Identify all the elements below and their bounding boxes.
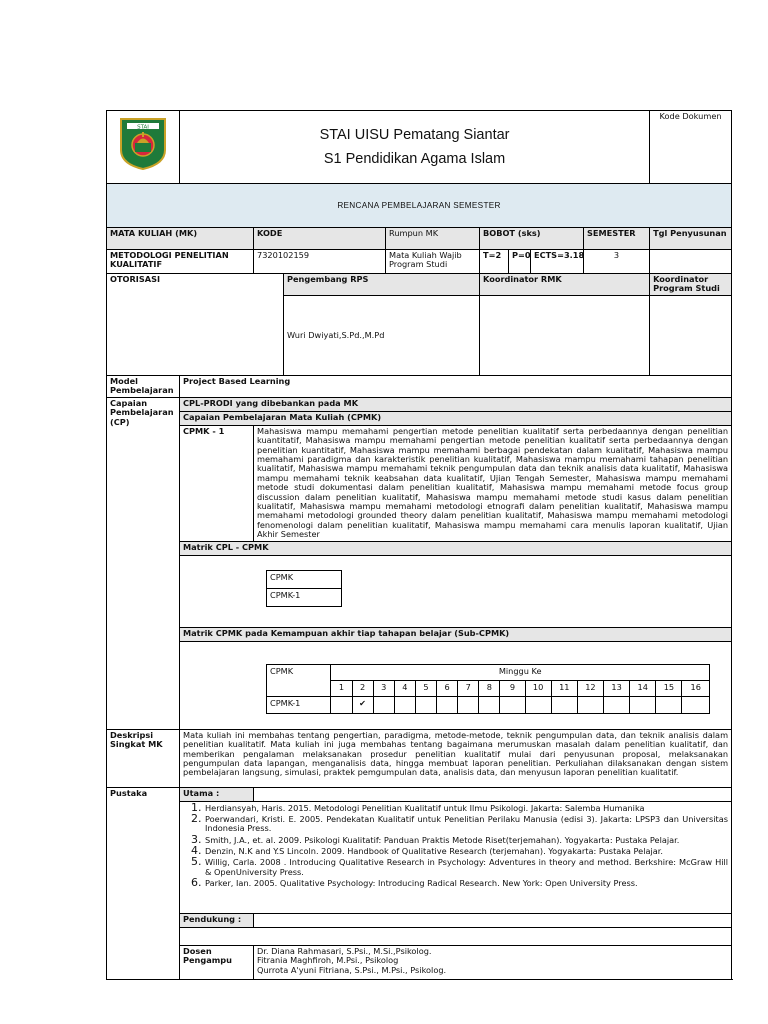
matrik-cpl-col: CPMK — [267, 570, 342, 588]
course-name: METODOLOGI PENELITIAN KUALITATIF — [107, 250, 254, 274]
logo-cell — [107, 111, 180, 184]
cpl-label: CPL-PRODI yang dibebankan pada MK — [180, 397, 732, 411]
program-name: S1 Pendidikan Agama Islam — [323, 151, 506, 167]
week-cell — [525, 696, 551, 713]
week-cell — [551, 696, 577, 713]
institution-name: STAI UISU Pematang Siantar — [319, 127, 510, 143]
dosen-names-cell — [254, 945, 732, 979]
pustaka-list — [183, 803, 728, 888]
matrik-sub-cell — [180, 641, 732, 729]
cpmk-section-label: Capaian Pembelajaran Mata Kuliah (CPMK) — [180, 411, 732, 425]
week-header: 6 — [437, 680, 458, 696]
rps-document — [106, 110, 731, 980]
week-cell — [373, 696, 394, 713]
pustaka-item: 2. Poerwandari, Kristi. E. 2005. Pendekatan Kualitatif untuk Penelitian Perilaku Manusia (edisi 3). Jakarta: LPSP3 dan Universitas Indonesia Press. — [205, 814, 728, 834]
cpmk-text: Mahasiswa mampu memahami pengertian metode penelitian kualitatif serta perbedaannya dengan penelitian kuantitatif, Mahasiswa mampu memahami pengertian metode penelitian kualitatif serta perbedaannya dengan penelitian kuantitatif, Mahasiswa mampu memahami berbagai pendekatan dalam kualitatif, Mahasiswa mampu memahami paradigma dan karakteristik penelitian kualitatif, Mahasiswa mampu memahami tahapan penelitian kualitatif, Mahasiswa mampu memahami teknik pengumpulan data dan teknik analisis data kualitatif, Mahasiswa mampu memahami teknik keabsahan data kualitatif, Ujian Tengah Semester, Mahasiswa mampu memahami metode studi dokumentasi dalam penelitian kualitatif, Mahasiswa mampu memahami metode focus group discussion dalam penelitian kualitatif, Mahasiswa mampu memahami metode studi kasus dalam penelitian kualitatif, Mahasiswa mampu memahami metodologi etnografi dalam penelitian kualitatif, Mahasiswa mampu memahami metodologi grounded theory dalam penelitian kualitatif, Mahasiswa mampu memahami metodologi fenomenologi dalam penelitian kualitatif, Mahasiswa mampu memahami cara menulis laporan kualitatif, Ujian Akhir Semester — [254, 425, 732, 541]
cpmk-code: CPMK - 1 — [180, 425, 254, 541]
course-ects: ECTS=3.18 — [531, 250, 584, 274]
koordinator-prodi-label: Koordinator Program Studi — [650, 274, 732, 296]
pustaka-pendukung-blank — [254, 913, 732, 927]
koordinator-rmk-sign — [480, 295, 650, 375]
course-p: P=0 — [509, 250, 531, 274]
week-cell — [458, 696, 479, 713]
model-value: Project Based Learning — [180, 375, 732, 397]
otorisasi-label: OTORISASI — [107, 274, 284, 376]
kode-header: KODE — [254, 228, 386, 250]
matrik-sub-col: CPMK — [267, 664, 331, 696]
document-title: RENCANA PEMBELAJARAN SEMESTER — [107, 184, 732, 228]
koordinator-rmk-label: Koordinator RMK — [480, 274, 650, 296]
minggu-header: Minggu Ke — [331, 664, 710, 680]
week-cell — [479, 696, 500, 713]
week-header: 10 — [525, 680, 551, 696]
pustaka-item: 5. Willig, Carla. 2008 . Introducing Qualitative Research in Psychology: Adventures in theory and method. Berkshire: McGraw Hill & OpenUniversity Press. — [205, 857, 728, 877]
matrik-sub-label: Matrik CPMK pada Kemampuan akhir tiap tahapan belajar (Sub-CPMK) — [180, 627, 732, 641]
matrik-sub-table — [266, 664, 710, 714]
pustaka-pendukung-content — [180, 927, 732, 945]
pustaka-item: 6. Parker, Ian. 2005. Qualitative Psychology: Introducing Radical Research. New York: Open University Press. — [205, 878, 728, 888]
course-tgl — [650, 250, 732, 274]
koordinator-prodi-sign — [650, 295, 732, 375]
matrik-cpl-label: Matrik CPL - CPMK — [180, 541, 732, 555]
week-cell — [656, 696, 682, 713]
week-header: 4 — [394, 680, 415, 696]
tgl-header: Tgl Penyusunan — [650, 228, 732, 250]
pengembang-label: Pengembang RPS — [284, 274, 480, 296]
week-header: 2 — [352, 680, 373, 696]
week-cell — [331, 696, 352, 713]
week-header: 1 — [331, 680, 352, 696]
week-cell — [630, 696, 656, 713]
mk-header: MATA KULIAH (MK) — [107, 228, 254, 250]
cp-label: Capaian Pembelajaran (CP) — [107, 397, 180, 729]
rps-table — [106, 110, 732, 980]
institution-logo-icon — [118, 116, 168, 170]
pustaka-pendukung-label: Pendukung : — [180, 913, 254, 927]
pustaka-utama-label: Utama : — [180, 787, 254, 801]
course-semester: 3 — [584, 250, 650, 274]
course-rumpun: Mata Kuliah Wajib Program Studi — [386, 250, 480, 274]
dosen-name: Fitrania Maghfiroh, M.Psi., Psikolog — [257, 955, 399, 966]
week-cell — [682, 696, 710, 713]
dosen-name: Dr. Diana Rahmasari, S.Psi., M.Si.,Psikolog. — [257, 945, 432, 956]
semester-header: SEMESTER — [584, 228, 650, 250]
course-code: 7320102159 — [254, 250, 386, 274]
matrik-cpl-table — [266, 570, 342, 607]
week-cell — [604, 696, 630, 713]
pengembang-name: Wuri Dwiyati,S.Pd.,M.Pd — [284, 295, 480, 375]
pustaka-label: Pustaka — [107, 787, 180, 979]
dosen-label: Dosen Pengampu — [180, 945, 254, 979]
week-header: 12 — [577, 680, 603, 696]
institution-header — [180, 111, 650, 184]
logo-text: STAI — [137, 124, 149, 131]
week-header: 7 — [458, 680, 479, 696]
matrik-cpl-cell — [180, 555, 732, 627]
week-header: 9 — [500, 680, 525, 696]
week-header: 5 — [415, 680, 436, 696]
week-cell — [577, 696, 603, 713]
matrik-cpl-row: CPMK-1 — [267, 588, 342, 606]
week-header: 15 — [656, 680, 682, 696]
course-t: T=2 — [480, 250, 509, 274]
week-header: 16 — [682, 680, 710, 696]
deskripsi-label: Deskripsi Singkat MK — [107, 729, 180, 787]
week-header: 14 — [630, 680, 656, 696]
week-cell — [500, 696, 525, 713]
week-header: 11 — [551, 680, 577, 696]
week-header: 3 — [373, 680, 394, 696]
week-cell — [437, 696, 458, 713]
model-label: Model Pembelajaran — [107, 375, 180, 397]
rumpun-header: Rumpun MK — [386, 228, 480, 250]
week-header: 13 — [604, 680, 630, 696]
dosen-name: Qurrota A'yuni Fitriana, S.Psi., M.Psi., Psikolog. — [257, 964, 447, 975]
week-header: 8 — [479, 680, 500, 696]
doc-code-label: Kode Dokumen — [650, 111, 732, 184]
pustaka-utama-blank — [254, 787, 732, 801]
pustaka-item: 3. Smith, J.A., et. al. 2009. Psikologi Kualitatif: Panduan Praktis Metode Riset(terjemahan). Yogyakarta: Pustaka Pelajar. — [205, 835, 728, 845]
pustaka-list-cell — [180, 801, 732, 913]
week-cell — [394, 696, 415, 713]
bobot-header: BOBOT (sks) — [480, 228, 584, 250]
week-cell — [415, 696, 436, 713]
matrik-sub-row: CPMK-1 — [267, 696, 331, 713]
deskripsi-text: Mata kuliah ini membahas tentang pengertian, paradigma, metode-metode, teknik pengumpulan data, dan teknik analisis dalam penelitian kualitatif. Mata kuliah ini juga membahas tentang bagaimana merumuskan masalah dalam penelitian kualitatif, dan memberikan pengalaman melaksanakan prosedur penelitian kualitatif mulai dari penyusunan proposal, melaksanakan pengumpulan data lapangan, menganalisis data, hingga membuat laporan penelitian. Perkuliahan dilaksanakan dengan sistem pembelajaran langsung, simulasi, praktek pemgumpulan data, analisis data, dan menyusun laporan penelitian kualitatif. — [180, 729, 732, 787]
pustaka-item: 1. Herdiansyah, Haris. 2015. Metodologi Penelitian Kualitatif untuk Ilmu Psikologi. Jakarta: Salemba Humanika — [205, 803, 728, 813]
week-check: ✔ — [352, 696, 373, 713]
pustaka-item: 4. Denzin, N.K and Y.S Lincoln. 2009. Handbook of Qualitative Research (terjemahan). Yogyakarta: Pustaka Pelajar. — [205, 846, 728, 856]
